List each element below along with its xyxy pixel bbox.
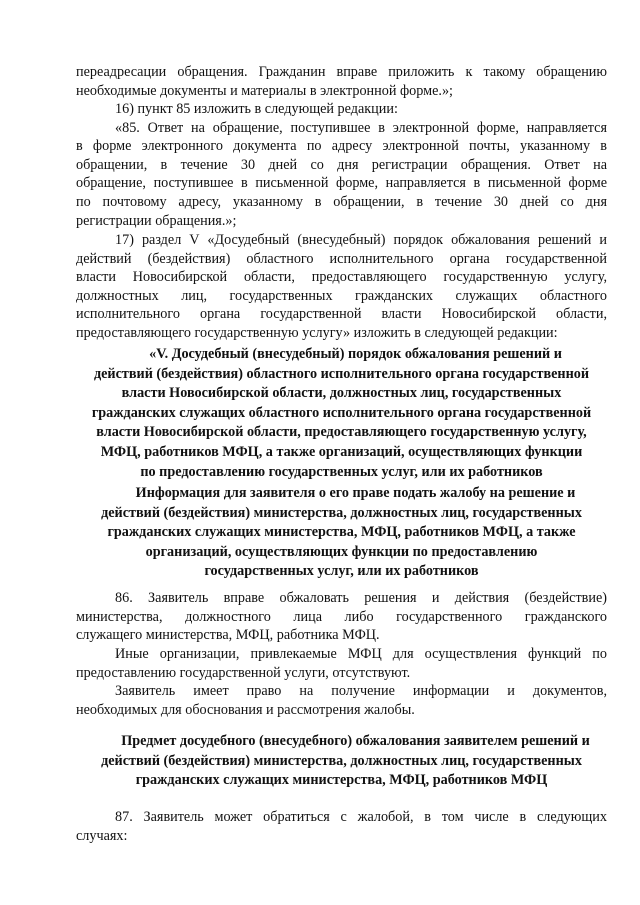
text-line: Заявитель имеет право на получение информации и документов, bbox=[115, 683, 607, 699]
text-line: обращение, поступившее в письменной форме, направляется в письменной форме bbox=[76, 175, 607, 192]
heading-line: действий (бездействия) министерства, должностных лиц, государственных bbox=[101, 752, 582, 769]
heading-line: гражданских служащих областного исполнительного органа государственной bbox=[91, 404, 592, 421]
heading-line: гражданских служащих министерства, МФЦ, работников МФЦ, а также bbox=[107, 524, 576, 541]
info-heading bbox=[76, 484, 607, 582]
text-line: необходимых для обоснования и рассмотрения жалобы. bbox=[76, 701, 415, 718]
heading-line: МФЦ, работников МФЦ, а также организаций, осуществляющих функции bbox=[100, 443, 583, 460]
heading-line: действий (бездействия) министерства, должностных лиц, государственных bbox=[101, 504, 582, 521]
heading-line: по предоставлению государственных услуг, или их работников bbox=[140, 463, 543, 480]
paragraph-right-to-information bbox=[76, 682, 607, 719]
text-line: должностных лиц, государственных гражданских служащих областного bbox=[76, 287, 607, 304]
paragraph-86 bbox=[76, 589, 607, 645]
text-line: необходимые документы и материалы в электронной форме.»; bbox=[76, 82, 453, 99]
text-line: 86. Заявитель вправе обжаловать решения и действия (бездействие) bbox=[115, 590, 607, 606]
heading-line: Информация для заявителя о его праве подать жалобу на решение и bbox=[135, 485, 576, 501]
text-line: предоставляющего государственную услугу» изложить в следующей редакции: bbox=[76, 324, 558, 341]
heading-line: гражданских служащих министерства, МФЦ, работников МФЦ bbox=[135, 772, 548, 789]
text-line: «85. Ответ на обращение, поступившее в электронной форме, направляется bbox=[115, 119, 607, 136]
text-line: регистрации обращения.»; bbox=[76, 212, 237, 229]
section-heading bbox=[76, 345, 607, 482]
text-line: действий (бездействия) областного исполнительного органа государственной bbox=[76, 250, 607, 267]
heading-line: государственных услуг, или их работников bbox=[204, 563, 479, 580]
text-line: власти Новосибирской области, предоставляющего государственную услугу, bbox=[76, 269, 607, 286]
text-line: в форме электронного документа по адресу электронной почты, указанному в bbox=[76, 138, 607, 155]
text-line: министерства, должностного лица либо государственного гражданского bbox=[76, 608, 607, 625]
text-line: переадресации обращения. Гражданин вправе приложить к такому обращению bbox=[76, 64, 607, 80]
text-line: Иные организации, привлекаемые МФЦ для осуществления функций по bbox=[115, 646, 607, 662]
heading-line: власти Новосибирской области, предоставляющего государственную услугу, bbox=[96, 424, 587, 441]
subject-heading bbox=[76, 732, 607, 791]
text-line: исполнительного органа государственной власти Новосибирской области, bbox=[76, 306, 607, 323]
text-line: 16) пункт 85 изложить в следующей редакции: bbox=[115, 101, 398, 117]
text-line: 87. Заявитель может обратиться с жалобой, в том числе в следующих bbox=[115, 809, 607, 825]
text-line: случаях: bbox=[76, 827, 128, 844]
text-line: 17) раздел V «Досудебный (внесудебный) порядок обжалования решений и bbox=[115, 232, 607, 248]
heading-line: власти Новосибирской области, должностных лиц, государственных bbox=[121, 385, 562, 402]
heading-line: Предмет досудебного (внесудебного) обжалования заявителем решений и bbox=[121, 733, 590, 749]
paragraph-87 bbox=[76, 808, 607, 845]
heading-line: организаций, осуществляющих функции по предоставлению bbox=[145, 543, 538, 560]
heading-line: «V. Досудебный (внесудебный) порядок обжалования решений и bbox=[149, 346, 562, 362]
paragraph-other-organizations bbox=[76, 645, 607, 682]
item-16 bbox=[76, 100, 607, 230]
text-line: служащего министерства, МФЦ, работника МФЦ. bbox=[76, 627, 380, 644]
text-line: по почтовому адресу, указанному в обращении, в течение 30 дней со дня bbox=[76, 193, 607, 210]
intro-paragraph bbox=[76, 63, 607, 100]
text-line: обращении, в течение 30 дней со дня регистрации обращения. Ответ на bbox=[76, 156, 607, 173]
heading-line: действий (бездействия) областного исполнительного органа государственной bbox=[93, 365, 590, 382]
text-line: предоставлению государственной услуги, отсутствуют. bbox=[76, 664, 411, 681]
item-17 bbox=[76, 231, 607, 343]
